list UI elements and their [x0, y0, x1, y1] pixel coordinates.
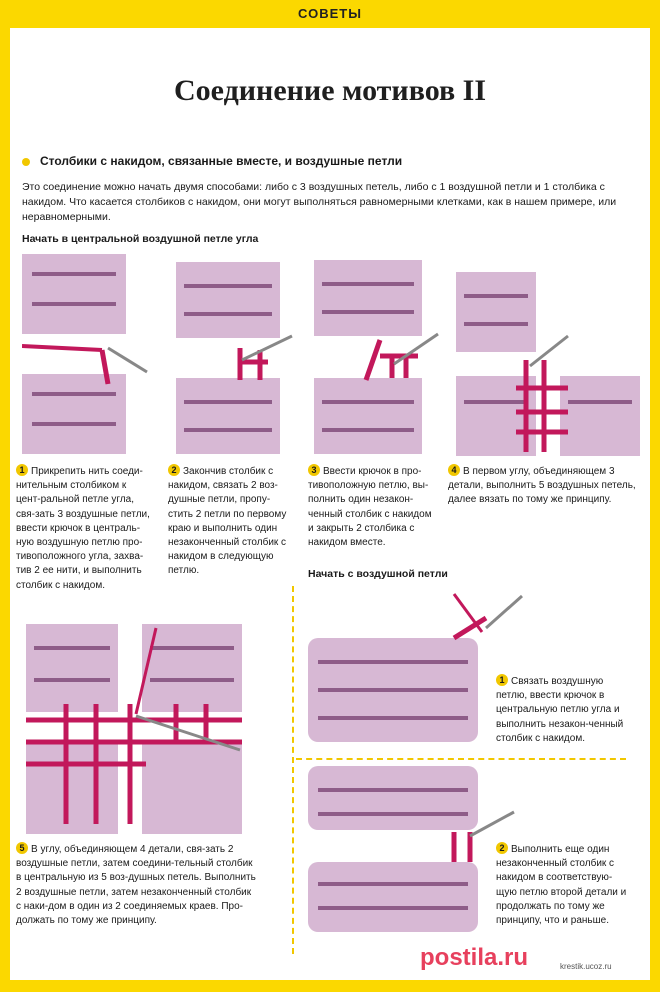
diagram-chain-1 [304, 588, 524, 748]
step-number: 1 [16, 464, 28, 476]
step-4 [448, 464, 640, 508]
bullet-icon [22, 158, 30, 166]
step-text: Прикрепить нить соеди-нительным столбиком к цент-ральной петле угла, свя-зать 3 воздушные петли, ввести крючок в централь-ную воздушную петлю про-тивоположного угла, захва-тив 2 ее нити, и выполнить столбик с накидом. [16, 466, 150, 591]
step-text: Ввести крючок в про-тивоположную петлю, вы-полнить один незакон-ченный столбик с накидом и закрыть 2 столбика с накидом вместе. [308, 466, 432, 549]
step-number: 3 [308, 464, 320, 476]
step-number: 4 [448, 464, 460, 476]
subheading [22, 154, 402, 168]
bottom-tab [222, 982, 438, 992]
step-number: 2 [496, 842, 508, 854]
diagram-step-4 [456, 272, 640, 456]
diagram-step-2 [176, 262, 296, 458]
caption-start-center: Начать в центральной воздушной петле угла [22, 233, 259, 245]
step-text: Связать воздушную петлю, ввести крючок в центральную петлю угла и выполнить незакон-ченный столбик с накидом. [496, 676, 624, 744]
divider-horizontal [296, 758, 626, 760]
header-bar [220, 0, 440, 28]
step-text: В углу, объединяющем 4 детали, свя-зать 2 воздушные петли, затем соедини-тельный столбик в центральную из 5 воз-душных петель. Выполнить 2 воздушные петли, затем незаконченный столбик с наки-дом в один из 2 соединяемых краев. Про-должать по тому же принципу. [16, 844, 256, 927]
diagram-step-5 [26, 624, 242, 834]
step-text: В первом углу, объединяющем 3 детали, выполнить 5 воздушных петель, далее вязать по тому же принципу. [448, 466, 636, 506]
section-tag: СОВЕТЫ [298, 6, 362, 21]
step-3 [308, 464, 432, 550]
chain-step-1 [496, 674, 632, 746]
step-1 [16, 464, 152, 593]
caption-start-chain: Начать с воздушной петли [308, 568, 448, 580]
step-5 [16, 842, 256, 928]
logo: postila.ru [420, 944, 529, 971]
divider-vertical [292, 586, 294, 954]
page-title: Соединение мотивов II [174, 74, 486, 107]
step-text: Закончив столбик с накидом, связать 2 воз-душные петли, пропу-стить 2 петли по первому краю и выполнить один незаконченный столбик с накидом в следующую петлю. [168, 466, 287, 577]
step-number: 5 [16, 842, 28, 854]
step-text: Выполнить еще один незаконченный столбик с накидом в соответствую-щую петлю второй детали и продолжать по тому же принципу, что и раньше. [496, 844, 627, 927]
step-number: 1 [496, 674, 508, 686]
intro-text: Это соединение можно начать двумя способами: либо с 3 воздушных петель, либо с 1 воздушной петли и 1 столбика с накидом. Что касается столбиков с накидом, они могут выполняться равномерными клетками, как в нашем примере, или неравномерными. [22, 181, 617, 223]
step-2 [168, 464, 288, 579]
diagram-step-3 [314, 260, 440, 458]
diagram-step-1 [22, 254, 152, 454]
watermark: krestik.ucoz.ru [560, 962, 612, 971]
step-number: 2 [168, 464, 180, 476]
chain-step-2 [496, 842, 632, 928]
subheading-text: Столбики с накидом, связанные вместе, и воздушные петли [40, 154, 403, 168]
diagram-chain-2 [304, 766, 528, 936]
